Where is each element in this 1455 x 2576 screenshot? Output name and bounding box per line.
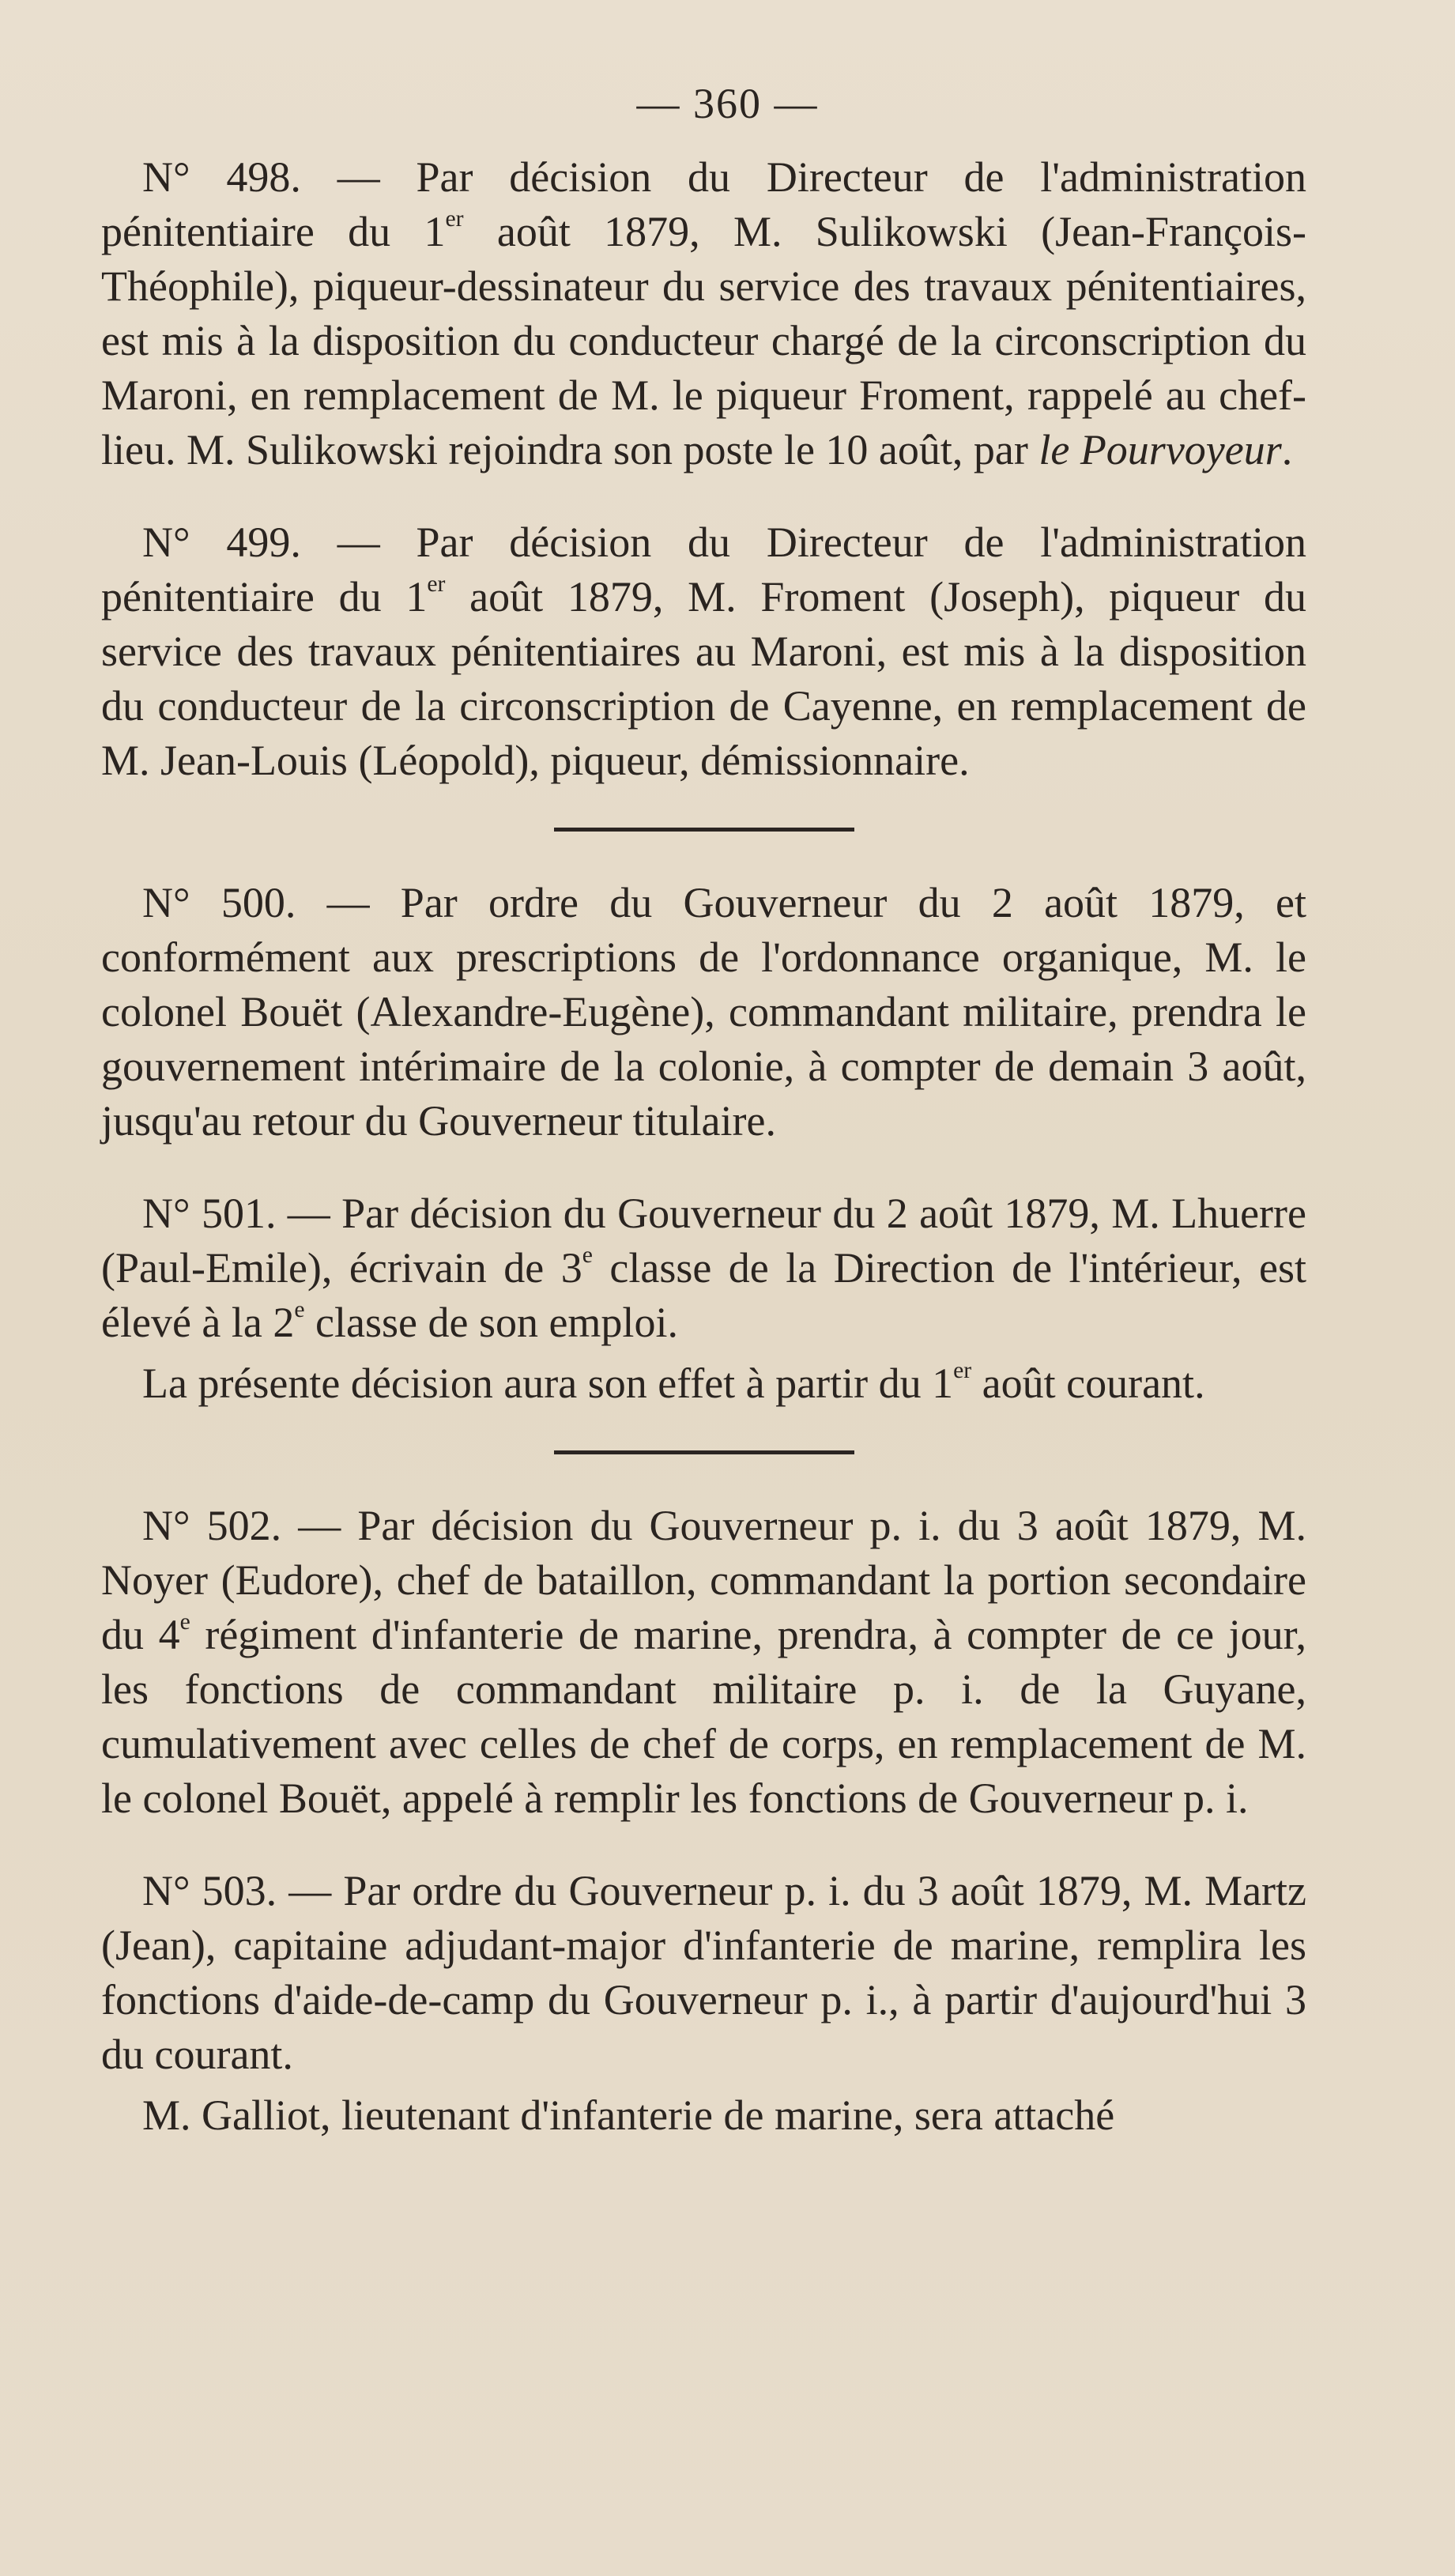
paragraph: N° 498. — Par décision du Directeur de l'administration pénitentiaire du 1er août 1879, M. Sulikowski (Jean-François-Théophile), piqueur-dessinateur du service des travaux pénitentiaires, est mis à la disposition du conducteur chargé de la circonscription du Maroni, en remplacement de M. le piqueur Froment, rappelé au chef-lieu. M. Sulikowski rejoindra son poste le 10 août, par le Pourvoyeur. (101, 153, 1306, 473)
entry-502 (101, 1499, 1306, 1826)
entry-498 (101, 150, 1306, 477)
entry-501 (101, 1186, 1306, 1411)
paragraph: N° 502. — Par décision du Gouverneur p. i. du 3 août 1879, M. Noyer (Eudore), chef de bataillon, commandant la portion secondaire du 4e régiment d'infanterie de marine, prendra, à compter de ce jour, les fonctions de commandant militaire p. i. de la Guyane, cumulativement avec celles de chef de corps, en remplacement de M. le colonel Bouët, appelé à remplir les fonctions de Gouverneur p. i. (101, 1502, 1306, 1822)
paragraph: N° 499. — Par décision du Directeur de l'administration pénitentiaire du 1er août 1879, M. Froment (Joseph), piqueur du service des travaux pénitentiaires au Maroni, est mis à la disposition du conducteur de la circonscription de Cayenne, en remplacement de M. Jean-Louis (Léopold), piqueur, démissionnaire. (101, 519, 1307, 784)
paragraph: N° 503. — Par ordre du Gouverneur p. i. du 3 août 1879, M. Martz (Jean), capitaine adjudant-major d'infanterie de marine, remplira les fonctions d'aide-de-camp du Gouverneur p. i., à partir d'aujourd'hui 3 du courant. (101, 1867, 1306, 2078)
paragraph: N° 501. — Par décision du Gouverneur du 2 août 1879, M. Lhuerre (Paul-Emile), écrivain de 3e classe de la Direction de l'intérieur, est élevé à la 2e classe de son emploi. (101, 1190, 1306, 1346)
text-column (101, 150, 1306, 2181)
section-divider (554, 828, 854, 832)
page-number: — 360 — (636, 80, 819, 127)
entry-499 (101, 515, 1306, 788)
paragraph: M. Galliot, lieutenant d'infanterie de marine, sera attaché (142, 2091, 1115, 2139)
paragraph: La présente décision aura son effet à partir du 1er août courant. (142, 1357, 1205, 1407)
entry-500 (101, 876, 1306, 1148)
section-divider (554, 1450, 854, 1454)
entry-503 (101, 1864, 1306, 2143)
paragraph: N° 500. — Par ordre du Gouverneur du 2 août 1879, et conformément aux prescriptions de l'ordonnance organique, M. le colonel Bouët (Alexandre-Eugène), commandant militaire, prendra le gouvernement intérimaire de la colonie, à compter de demain 3 août, jusqu'au retour du Gouverneur titulaire. (101, 879, 1306, 1145)
